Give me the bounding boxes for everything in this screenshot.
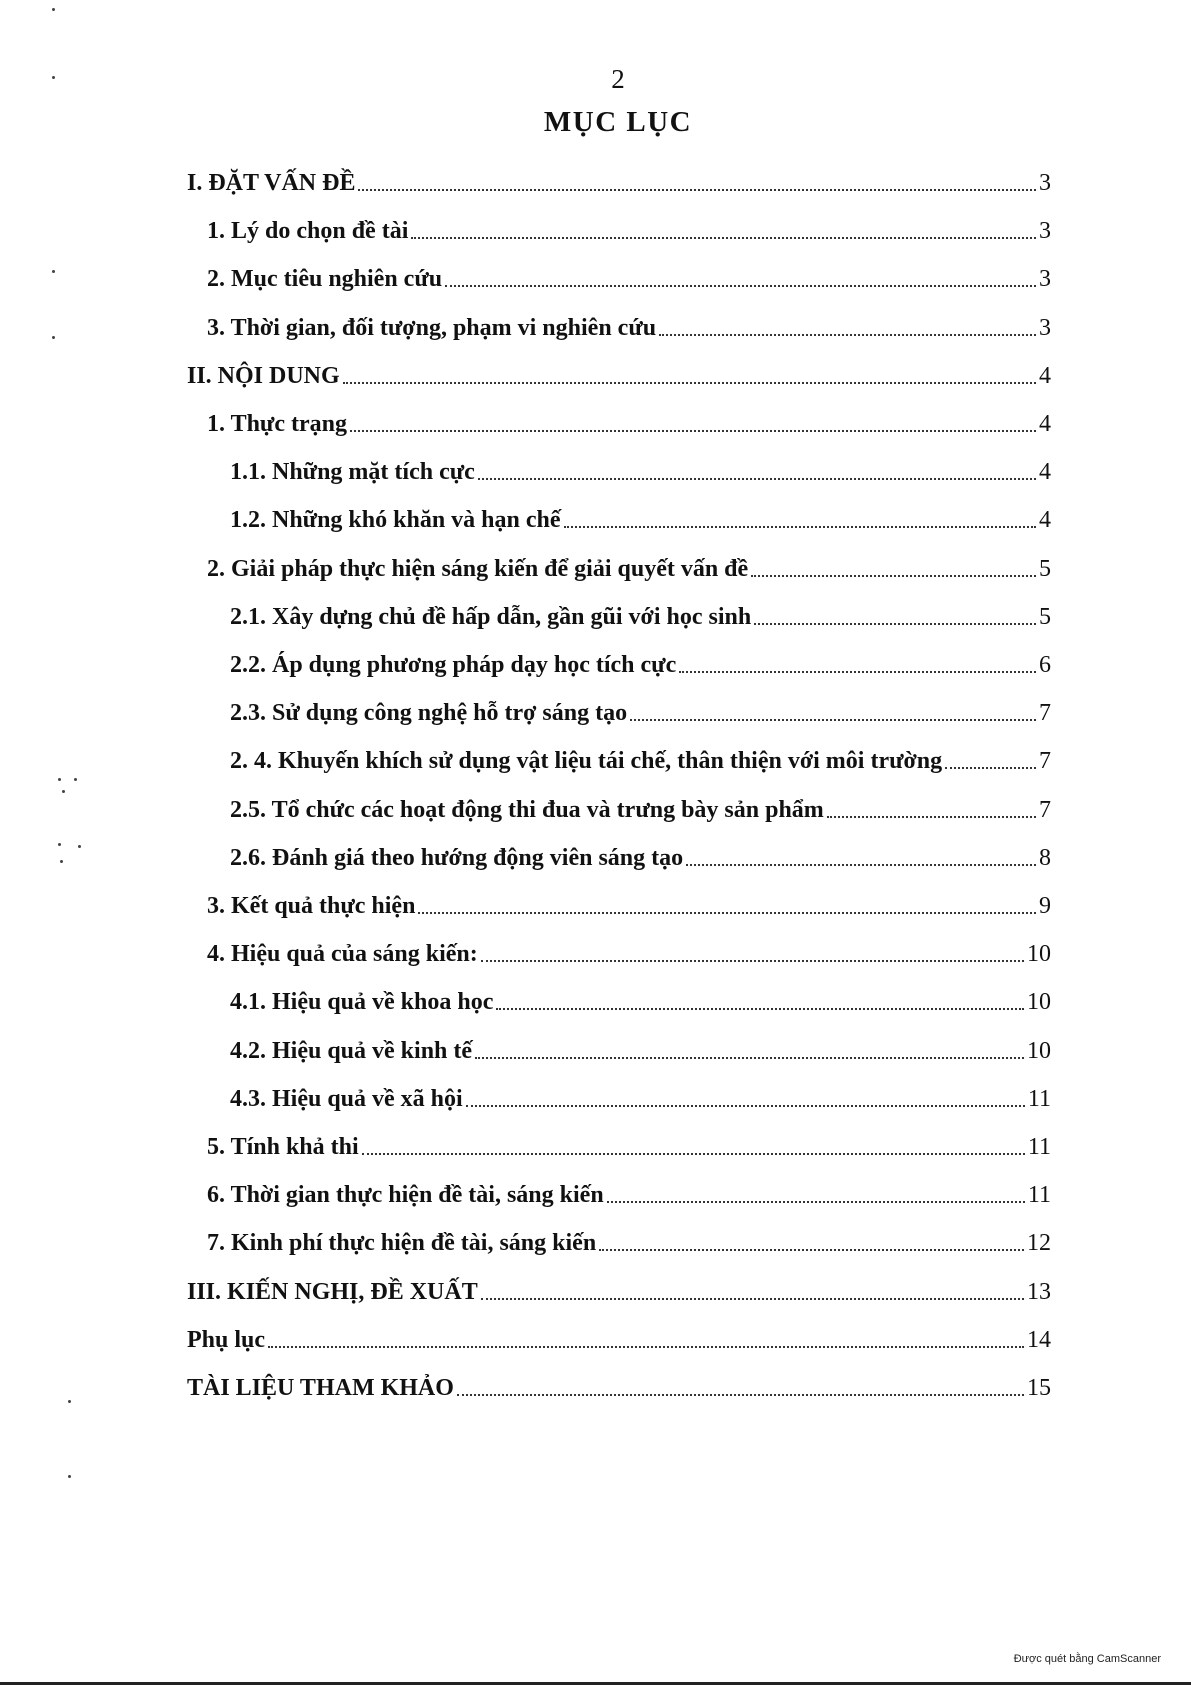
toc-entry-label: 4.2. Hiệu quả về kinh tế	[230, 1038, 473, 1064]
dot-leader	[343, 382, 1036, 384]
toc-entry-label: 1. Thực trạng	[207, 411, 347, 437]
dot-leader	[686, 864, 1036, 866]
toc-entry	[207, 214, 1051, 248]
toc-entry	[207, 552, 1051, 586]
scan-speck	[68, 1475, 71, 1478]
dot-leader	[358, 189, 1036, 191]
dot-leader	[268, 1346, 1024, 1348]
toc-entry	[207, 889, 1051, 923]
scan-speck	[78, 845, 81, 848]
scan-speck	[62, 790, 65, 793]
toc-entry-label: 1. Lý do chọn đề tài	[207, 218, 409, 244]
toc-entry-page: 11	[1027, 1134, 1051, 1160]
toc-entry-page: 3	[1039, 170, 1051, 196]
toc-entry	[207, 937, 1051, 971]
toc-entry-label: 2.2. Áp dụng phương pháp dạy học tích cực	[230, 652, 677, 678]
toc-entry-page: 7	[1039, 748, 1051, 774]
toc-entry-label: 2.3. Sử dụng công nghệ hỗ trợ sáng tạo	[230, 700, 628, 726]
toc-entry-page: 10	[1027, 1038, 1051, 1064]
toc-entry-page: 3	[1039, 266, 1051, 292]
toc-entry	[207, 262, 1051, 296]
toc-entry	[230, 696, 1051, 730]
toc-entry-page: 9	[1039, 893, 1051, 919]
toc-entry-label: II. NỘI DUNG	[187, 363, 340, 389]
dot-leader	[362, 1153, 1025, 1155]
dot-leader	[481, 960, 1024, 962]
toc-entry-label: 1.1. Những mặt tích cực	[230, 459, 475, 485]
toc-entry-label: 6. Thời gian thực hiện đề tài, sáng kiến	[207, 1182, 604, 1208]
dot-leader	[478, 478, 1036, 480]
toc-entry	[187, 1371, 1051, 1405]
dot-leader	[607, 1201, 1025, 1203]
scan-speck	[74, 778, 77, 781]
toc-entry-label: 2.5. Tổ chức các hoạt động thi đua và trưng bày sản phẩm	[230, 797, 824, 823]
page-title: MỤC LỤC	[543, 106, 693, 138]
dot-leader	[475, 1057, 1024, 1059]
toc-entry-page: 8	[1039, 845, 1051, 871]
toc-entry	[207, 1130, 1051, 1164]
toc-entry-label: 3. Kết quả thực hiện	[207, 893, 416, 919]
toc-entry	[187, 1323, 1051, 1357]
toc-entry-label: 2. Giải pháp thực hiện sáng kiến để giải quyết vấn đề	[207, 556, 749, 582]
scanner-watermark: Được quét bằng CamScanner	[1013, 1653, 1161, 1665]
toc-entry	[187, 166, 1051, 200]
toc-entry	[230, 841, 1051, 875]
toc-entry	[230, 600, 1051, 634]
scan-speck	[58, 843, 61, 846]
toc-entry-page: 14	[1027, 1327, 1051, 1353]
toc-entry-label: 2. 4. Khuyến khích sử dụng vật liệu tái chế, thân thiện với môi trường	[230, 748, 943, 774]
toc-entry	[230, 744, 1051, 778]
scan-speck	[52, 336, 55, 339]
toc-entry-page: 5	[1039, 604, 1051, 630]
toc-entry-label: Phụ lục	[187, 1327, 266, 1353]
toc-entry-label: III. KIẾN NGHỊ, ĐỀ XUẤT	[187, 1279, 478, 1305]
dot-leader	[827, 816, 1036, 818]
toc-entry	[207, 311, 1051, 345]
dot-leader	[466, 1105, 1025, 1107]
toc-entry	[207, 1178, 1051, 1212]
toc-entry-label: 2.6. Đánh giá theo hướng động viên sáng tạo	[230, 845, 684, 871]
toc-entry-page: 5	[1039, 556, 1051, 582]
dot-leader	[496, 1008, 1024, 1010]
dot-leader	[457, 1394, 1024, 1396]
toc-entry-page: 7	[1039, 700, 1051, 726]
dot-leader	[630, 719, 1036, 721]
dot-leader	[411, 237, 1036, 239]
toc-entry-page: 10	[1027, 941, 1051, 967]
toc-entry	[187, 359, 1051, 393]
toc-entry-page: 12	[1027, 1230, 1051, 1256]
toc-entry-page: 10	[1027, 989, 1051, 1015]
toc-entry-label: 3. Thời gian, đối tượng, phạm vi nghiên cứu	[207, 315, 657, 341]
toc-entry-page: 4	[1039, 363, 1051, 389]
dot-leader	[564, 526, 1036, 528]
toc-entry-page: 11	[1027, 1182, 1051, 1208]
scan-speck	[68, 1400, 71, 1403]
scan-speck	[52, 8, 55, 11]
toc-entry	[230, 793, 1051, 827]
dot-leader	[754, 623, 1036, 625]
toc-entry	[187, 1275, 1051, 1309]
toc-entry-page: 3	[1039, 218, 1051, 244]
toc-entry-label: 1.2. Những khó khăn và hạn chế	[230, 507, 561, 533]
toc-entry-label: 7. Kinh phí thực hiện đề tài, sáng kiến	[207, 1230, 597, 1256]
toc-entry-page: 11	[1027, 1086, 1051, 1112]
dot-leader	[350, 430, 1036, 432]
toc-entry	[230, 1034, 1051, 1068]
toc-entry-label: 4.1. Hiệu quả về khoa học	[230, 989, 494, 1015]
dot-leader	[481, 1298, 1024, 1300]
scan-speck	[52, 270, 55, 273]
dot-leader	[599, 1249, 1024, 1251]
toc-entry-page: 4	[1039, 507, 1051, 533]
toc-entry	[230, 648, 1051, 682]
scan-speck	[58, 778, 61, 781]
toc-entry-label: 5. Tính khả thi	[207, 1134, 359, 1160]
toc-entry-label: 4. Hiệu quả của sáng kiến:	[207, 941, 478, 967]
toc-entry-label: 4.3. Hiệu quả về xã hội	[230, 1086, 463, 1112]
dot-leader	[445, 285, 1036, 287]
toc-entry-page: 3	[1039, 315, 1051, 341]
toc-entry	[230, 503, 1051, 537]
toc-entry-page: 4	[1039, 411, 1051, 437]
dot-leader	[751, 575, 1036, 577]
dot-leader	[418, 912, 1036, 914]
scan-speck	[60, 860, 63, 863]
toc-entry-page: 4	[1039, 459, 1051, 485]
scan-speck	[52, 76, 55, 79]
toc-entry	[230, 1082, 1051, 1116]
toc-entry-page: 15	[1027, 1375, 1051, 1401]
dot-leader	[945, 767, 1036, 769]
dot-leader	[659, 334, 1036, 336]
dot-leader	[679, 671, 1036, 673]
toc-entry-page: 13	[1027, 1279, 1051, 1305]
toc-entry-label: I. ĐẶT VẤN ĐỀ	[187, 170, 356, 196]
toc-entry	[230, 985, 1051, 1019]
toc-entry	[230, 455, 1051, 489]
toc-entry-label: 2.1. Xây dựng chủ đề hấp dẫn, gần gũi với học sinh	[230, 604, 752, 630]
toc-entry-label: TÀI LIỆU THAM KHẢO	[187, 1375, 454, 1401]
toc-entry	[207, 407, 1051, 441]
toc-entry-page: 6	[1039, 652, 1051, 678]
toc-entry-page: 7	[1039, 797, 1051, 823]
toc-entry	[207, 1226, 1051, 1260]
page-number: 2	[611, 64, 625, 94]
toc-entry-label: 2. Mục tiêu nghiên cứu	[207, 266, 443, 292]
